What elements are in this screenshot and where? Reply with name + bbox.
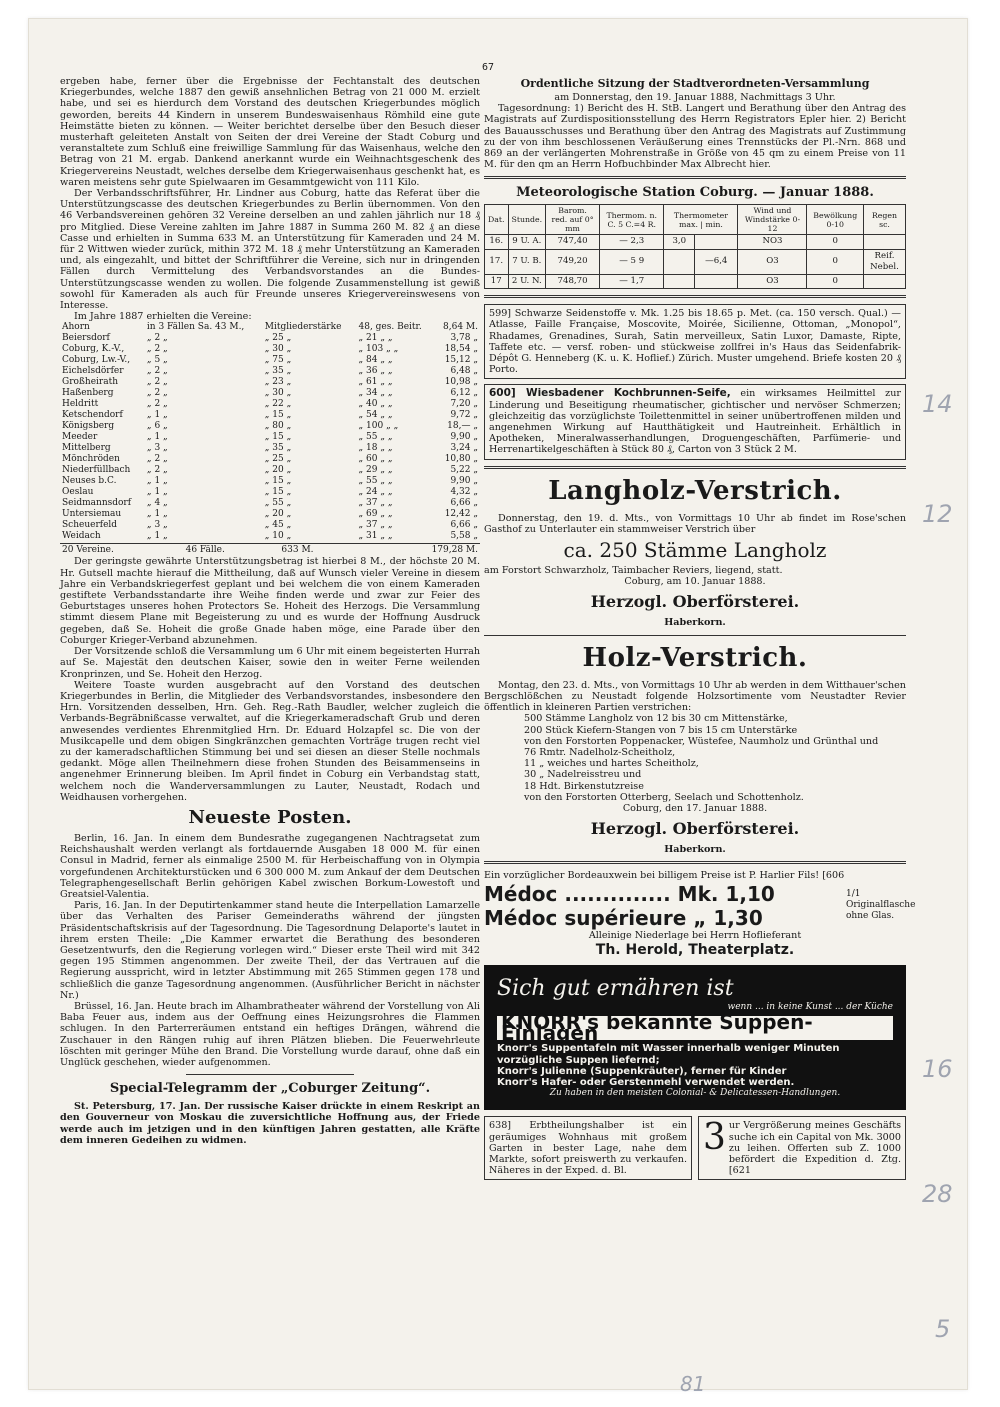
association-cell: 9,72 „ — [450, 410, 478, 421]
association-cell: „ 1 „ — [146, 410, 168, 421]
weather-cell: 9 U. A. — [508, 235, 546, 249]
association-cell: „ 25 „ — [264, 454, 292, 465]
association-cell: in 3 Fällen Sa. 43 M., — [146, 322, 245, 333]
weather-cell: 3,0 — [664, 235, 695, 249]
association-row — [60, 476, 480, 487]
article-paragraph: Im Jahre 1887 erhielten die Vereine: — [74, 311, 252, 323]
weather-cell: 16. — [485, 235, 509, 249]
weather-cell: 0 — [807, 235, 864, 249]
article-paragraph: Weitere Toaste wurden ausgebracht auf den Vorstand des deutschen Kriegerbundes in Berlin, die Mitglieder des Verbandsvorstandes, insbesondere den Hrn. Vorsitzenden desselben, Hrn. Geh. Reg.-Rath Baudler, welcher zugleich die Verbands-Begräbnißcasse verwaltet, auf die Kriegerkameradschaft Grub und deren anwesendes verdientes Ehrenmitglied Hrn. Dr. Eduard Holzapfel sc. Die von der Musikcapelle und dem obigen Singkränzchen gemachten Vorträge trugen recht viel zu der kameradschaftlichen Stimmung bei und sei diesen an dieser Stelle nochmals gedankt. Möge allen Theilnehmern diese frohen Stunden des Beisammenseins in angenehmer Erinnerung bleiben. Im April findet in Coburg ein Verbandstag statt, welchem noch die Wanderversammlungen zu Lauter, Neustadt, Rodach und Weidhausen vorhergehen. — [60, 679, 480, 803]
association-row — [60, 509, 480, 520]
weather-cell: 17. — [485, 249, 509, 274]
association-total — [60, 545, 480, 556]
association-cell: „ 45 „ — [264, 520, 292, 531]
association-cell: „ 34 „ „ — [358, 388, 393, 399]
weather-column-header: Stunde. — [508, 205, 546, 235]
association-cell: „ 2 „ — [146, 454, 168, 465]
medoc-price: Médoc .............. Mk. 1,10 — [484, 881, 775, 906]
association-cell: „ 10 „ — [264, 531, 292, 542]
weather-column-header: Barom. red. auf 0° mm — [546, 205, 600, 235]
association-row — [60, 498, 480, 509]
weather-cell: 7 U. B. — [508, 249, 546, 274]
association-cell: Mönchröden — [62, 454, 120, 465]
association-cell: Untersiemau — [62, 509, 122, 520]
association-cell: Mittelberg — [62, 443, 111, 454]
weather-column-header: Wind und Windstärke 0-12 — [738, 205, 807, 235]
association-cell: 48, ges. Beitr. — [358, 322, 422, 333]
association-cell: „ 1 „ — [146, 487, 168, 498]
association-cell: „ 6 „ — [146, 421, 168, 432]
small-adverts — [484, 1116, 906, 1180]
association-cell: „ 15 „ — [264, 476, 292, 487]
knorr-product-line: Knorr's Suppentafeln mit Wasser innerhalb weniger Minuten vorzügliche Suppen liefernd; — [497, 1043, 840, 1066]
association-cell: „ 24 „ „ — [358, 487, 393, 498]
association-cell: „ 29 „ „ — [358, 465, 393, 476]
association-cell: „ 2 „ — [146, 465, 168, 476]
weather-column-header: Thermometer max. | min. — [664, 205, 738, 235]
association-cell: „ 37 „ „ — [358, 498, 393, 509]
weather-cell — [664, 275, 695, 289]
association-cell: Meeder — [62, 432, 98, 443]
association-cell: 5,58 „ — [450, 531, 478, 542]
weather-cell — [863, 275, 905, 289]
council-heading: Ordentliche Sitzung der Stadtverordneten-Versammlung — [520, 77, 870, 90]
medoc-price: Médoc supérieure „ 1,30 — [484, 905, 763, 930]
association-cell: Oeslau — [62, 487, 94, 498]
holz-list-item: von den Forstorten Otterberg, Seelach und Schottenholz. — [524, 791, 804, 803]
weather-cell: — 2,3 — [600, 235, 664, 249]
association-row — [60, 487, 480, 498]
wine-depot: Alleinige Niederlage bei Herrn Hoflieferant — [588, 929, 802, 941]
knorr-advert — [484, 965, 906, 1111]
weather-cell: — 5 9 — [600, 249, 664, 274]
association-row — [60, 531, 480, 542]
association-cell: „ 100 „ „ — [358, 421, 399, 432]
association-cell: Neuses b.C. — [62, 476, 117, 487]
association-cell: Heldritt — [62, 399, 99, 410]
soap-heading: 600] Wiesbadener Kochbrunnen-Seife, — [489, 387, 731, 400]
association-cell: „ 2 „ — [146, 388, 168, 399]
association-row — [60, 355, 480, 366]
association-cell: „ 25 „ — [264, 333, 292, 344]
news-heading: Neueste Posten. — [188, 806, 352, 828]
holz-text: Montag, den 23. d. Mts., von Vormittags 10 Uhr ab werden in dem Witthauer'schen Bergschlößchen zu Neustadt folgende Holzsortimente vom Neustadter Revier öffentlich in kleineren Partien verstrichen: — [484, 679, 906, 714]
association-cell: 5,22 „ — [450, 465, 478, 476]
knorr-slogan: Sich gut ernähren ist — [497, 975, 734, 1001]
divider — [60, 543, 480, 544]
association-row — [60, 432, 480, 443]
association-cell: 6,66 „ — [450, 498, 478, 509]
left-column — [60, 76, 480, 1146]
news-item: Brüssel, 16. Jan. Heute brach im Alhambratheater während der Vorstellung von Ali Baba Feuer aus, indem aus der Oeffnung eines Heizungsrohres die Flammen schlugen. In den Parterreräumen entstand ein heftiges Drängen, während die Zuschauer in den Rängen ruhig auf ihren Plätzen blieben. Die Feuerwehrleute löschten mit geringer Mühe den Brand. Die Vorstellung wurde darauf, ohne daß ein Unglück geschehen, wieder aufgenommen. — [60, 1000, 480, 1068]
holz-list — [484, 713, 906, 803]
association-cell: „ 1 „ — [146, 432, 168, 443]
handwritten-mark: 14 — [922, 390, 953, 418]
wine-advert — [484, 881, 916, 930]
association-cell: Haßenberg — [62, 388, 114, 399]
holz-list-item: 30 „ Nadelreisstreu und — [524, 769, 642, 781]
association-cell: „ 15 „ — [264, 487, 292, 498]
association-cell: Ketschendorf — [62, 410, 123, 421]
forestry-office: Herzogl. Oberförsterei. — [590, 592, 800, 612]
association-cell: „ 80 „ — [264, 421, 292, 432]
weather-cell: 747,40 — [546, 235, 600, 249]
holz-list-item: 76 Rmtr. Nadelholz-Scheitholz, — [524, 746, 676, 758]
association-cell: „ 36 „ „ — [358, 366, 393, 377]
weather-cell: 749,20 — [546, 249, 600, 274]
association-cell: 3,24 „ — [450, 443, 478, 454]
forestry-office: Herzogl. Oberförsterei. — [590, 819, 800, 839]
advert-text: ein wirksames Heilmittel zur Linderung und Beseitigung rheumatischer, gichtischer und nervöser Schmerzen; gleichzeitig das vorzüglichste Toilettenmittel in seiner unübertroffenen milden und angenehmen Wirkung auf Hautthätigkeit und Hautreinheit. Erhältlich in Apotheken, Mineralwasserhandlungen, Droguengeschäften, Parfümerie- und Herrenartikelgeschäften à Stück 80 ₰, Carton von 3 Stück 2 M. — [489, 388, 901, 456]
association-cell: „ 20 „ — [264, 509, 292, 520]
divider — [484, 861, 906, 864]
langholz-heading: Langholz-Verstrich. — [548, 475, 842, 506]
article-paragraph: Der Verbandsschriftsführer, Hr. Lindner aus Coburg, hatte das Referat über die Unterstützungscasse des deutschen Kriegerbundes zu Berlin übernommen. Von den 46 Verbandsvereinen gehören 32 Vereine derselben an und zahlen jährlich nur 18 ₰ pro Mitglied. Diese Vereine zahlten im Jahre 1887 in Summa 260 M. 82 ₰ an diese Casse und erhielten in Summa 633 M. an Unterstützung für Kameraden und 24 M. für 2 Wittwen wieder zurück, mithin 372 M. 18 ₰ mehr Unterstützung an Kameraden und, als eingezahlt, und bittet der Schriftführer die Vereine, sich nur in dringenden Fällen durch Vermittelung des Verbandsvorstandes an die Bundes-Unterstützungscasse wenden zu wollen. Die folgende Zusammenstellung ist gewiß sowohl für Kameraden als auch für Freunde unseres Kriegervereinswesens von Interesse. — [60, 188, 480, 312]
weather-cell: 748,70 — [546, 275, 600, 289]
association-cell: „ 15 „ — [264, 432, 292, 443]
council-date: am Donnerstag, den 19. Januar 1888, Nachmittags 3 Uhr. — [554, 92, 836, 103]
weather-row — [485, 249, 906, 274]
association-cell: „ 30 „ — [264, 388, 292, 399]
association-cell: 4,32 „ — [450, 487, 478, 498]
association-row — [60, 377, 480, 388]
association-cell: „ 2 „ — [146, 333, 168, 344]
langholz-quantity: ca. 250 Stämme Langholz — [563, 538, 827, 563]
association-cell: Mitgliederstärke — [264, 322, 342, 333]
association-table — [60, 322, 480, 542]
weather-cell: O3 — [738, 275, 807, 289]
association-row — [60, 421, 480, 432]
weather-cell — [695, 275, 738, 289]
association-cell: 6,12 „ — [450, 388, 478, 399]
weather-heading: Meteorologische Station Coburg. — Januar 1888. — [516, 185, 874, 201]
association-cell: „ 3 „ — [146, 443, 168, 454]
association-cell: „ 1 „ — [146, 531, 168, 542]
association-row — [60, 399, 480, 410]
association-cell: „ 55 „ „ — [358, 432, 393, 443]
advert-text: 599] Schwarze Seidenstoffe v. Mk. 1.25 bis 18.65 p. Met. (ca. 150 versch. Qual.) — Atlasse, Faille Française, Moscovite, Moirée, Sicilienne, Ottoman, „Monopol“, Rhadames, Grenadines, Surah, Satin merveilleux, Satin Luxor, Damaste, Ripte, Taffete etc. — versf. roben- und stückweise zollfrei in's Haus das Seidenfabrik-Dépôt G. Henneberg (K. u. K. Hoflief.) Zürich. Muster umgehend. Briefe kosten 20 ₰ Porto. — [489, 308, 901, 376]
weather-column-header: Thermom. n. C. 5 C.=4 R. — [600, 205, 664, 235]
association-cell: „ 103 „ „ — [358, 344, 399, 355]
weather-cell — [863, 235, 905, 249]
association-cell: „ 2 „ — [146, 344, 168, 355]
association-cell: 3,78 „ — [450, 333, 478, 344]
association-cell: 18,54 „ — [444, 344, 478, 355]
weather-cell: 0 — [807, 275, 864, 289]
association-row — [60, 410, 480, 421]
handwritten-mark: 28 — [922, 1180, 953, 1208]
wine-firm: Th. Herold, Theaterplatz. — [595, 941, 795, 958]
weather-cell: —6,4 — [695, 249, 738, 274]
association-cell: Niederfüllbach — [62, 465, 131, 476]
weather-cell: Reif. Nebel. — [863, 249, 905, 274]
association-cell: „ 60 „ „ — [358, 454, 393, 465]
drop-cap: 3 — [703, 1117, 726, 1159]
association-row — [60, 344, 480, 355]
weather-cell: 2 U. N. — [508, 275, 546, 289]
langholz-text: am Forstort Schwarzholz, Taimbacher Reviers, liegend, statt. — [484, 565, 783, 577]
knorr-product-line: Knorr's Hafer- oder Gerstenmehl verwendet werden. — [497, 1076, 795, 1088]
association-cell: 6,48 „ — [450, 366, 478, 377]
article-paragraph: ergeben habe, ferner über die Ergebnisse der Fechtanstalt des deutschen Kriegerbundes, welche 1887 den gewiß ansehnlichen Betrag von 21 000 M. erzielt habe, und sei es hierdurch dem Vorstand des deutschen Kriegerbundes möglich geworden, bereits 44 Kindern in unserem Bundeswaisenhaus Römhild eine gute Heimstätte bieten zu können. — Weiter berichtet derselbe über den Besuch dieser musterhaft geleiteten Anstalt von Seiten der drei Vereine der Stadt Coburg und veranstaltete zum Schluß eine freiwillige Sammlung für das Waisenhaus, welche den Betrag von 21 M. ergab. Dankend anerkannt wurde ein Weihnachtsgeschenk des Kriegervereins Neustadt, welches derselbe dem Kriegerwaisenhaus geschenkt hat, es waren meistens sehr gute Spielwaaren im Gesammtgewicht von 111 Kilo. — [60, 76, 480, 188]
weather-cell: 17 — [485, 275, 509, 289]
association-cell: 8,64 M. — [443, 322, 478, 333]
association-cell: Weidach — [62, 531, 101, 542]
association-row — [60, 454, 480, 465]
association-cell: „ 3 „ — [146, 520, 168, 531]
association-row — [60, 520, 480, 531]
association-cell: Eichelsdörfer — [62, 366, 124, 377]
weather-column-header: Regen sc. — [863, 205, 905, 235]
holz-heading: Holz-Verstrich. — [582, 642, 808, 673]
total-cell: 46 Fälle. — [185, 545, 225, 556]
handwritten-mark: 12 — [922, 500, 953, 528]
association-cell: „ 40 „ „ — [358, 399, 393, 410]
weather-cell: O3 — [738, 249, 807, 274]
association-cell: „ 2 „ — [146, 377, 168, 388]
association-row — [60, 443, 480, 454]
bottle-note: 1/1 Originalflasche ohne Glas. — [846, 888, 916, 922]
association-cell: Königsberg — [62, 421, 115, 432]
weather-table — [484, 204, 906, 289]
association-cell: „ 1 „ — [146, 476, 168, 487]
total-cell — [359, 545, 368, 556]
association-cell: 6,66 „ — [450, 520, 478, 531]
page-number: 67 — [482, 62, 495, 73]
association-cell: 12,42 „ — [444, 509, 478, 520]
holz-list-item: 11 „ weiches und hartes Scheitholz, — [524, 758, 699, 770]
association-row — [60, 322, 480, 333]
association-cell: „ 21 „ „ — [358, 333, 393, 344]
association-cell: Ahorn — [62, 322, 90, 333]
total-cell: 20 Vereine. — [62, 545, 114, 556]
association-cell: „ 23 „ — [264, 377, 292, 388]
association-cell: Seidmannsdorf — [62, 498, 132, 509]
weather-column-header: Bewölkung 0-10 — [807, 205, 864, 235]
association-cell: „ 84 „ „ — [358, 355, 393, 366]
knorr-footer: Zu haben in den meisten Colonial- & Delicatessen-Handlungen. — [549, 1088, 841, 1099]
association-row — [60, 465, 480, 476]
association-cell: „ 4 „ — [146, 498, 168, 509]
association-cell: Coburg, K.-V., — [62, 344, 125, 355]
telegram-text: St. Petersburg, 17. Jan. Der russische Kaiser drückte in einem Reskript an den Gouverneur von Moskau die zuversichtliche Hoffnung aus, der Friede werde auch im jetzigen und in den künftigen Jahren gestatten, alle Kräfte dem inneren Gedeihen zu widmen. — [60, 1101, 480, 1146]
advert-text: 638] Erbtheilungshalber ist ein geräumiges Wohnhaus mit großem Garten in bester Lage, nahe dem Markte, sofort preiswerth zu verkaufen. Näheres in der Exped. d. Bl. — [489, 1120, 687, 1177]
advert-text: ur Vergrößerung meines Geschäfts suche ich ein Capital von Mk. 3000 zu leihen. Offerten sub Z. 1000 befördert die Expedition d. Ztg. [621 — [728, 1120, 901, 1177]
association-cell: „ 20 „ — [264, 465, 292, 476]
silk-advert — [484, 304, 906, 379]
holz-date: Coburg, den 17. Januar 1888. — [622, 802, 768, 814]
soap-advert — [484, 384, 906, 459]
divider — [484, 176, 906, 179]
holz-list-item: 500 Stämme Langholz von 12 bis 30 cm Mittenstärke, — [524, 713, 788, 725]
weather-cell — [664, 249, 695, 274]
association-cell: 15,12 „ — [444, 355, 478, 366]
telegram-heading: Special-Telegramm der „Coburger Zeitung“. — [109, 1081, 431, 1097]
article-paragraph: Der geringste gewährte Unterstützungsbetrag ist hierbei 8 M., der höchste 20 M. Hr. Gutsell machte hierauf die Mittheilung, daß auf Wunsch vieler Vereine in diesem Jahre ein Verbandskriegerfest geplant und bei welchem die von einem Kameraden gestiftete Verbandsstandarte ihre Weihe finden werde und zwar zur Feier des Geburtstages unseres hohen Protectors Se. Hoheit des Herzogs. Die Versammlung stimmt diesem Plane mit Begeisterung zu und es wurde der Hoffnung Ausdruck gegeben, daß Se. Hoheit die große Gnade haben möge, eine Parade über den Coburger Krieger-Verband abzunehmen. — [60, 556, 480, 646]
weather-row — [485, 235, 906, 249]
langholz-date: Coburg, am 10. Januar 1888. — [624, 576, 766, 588]
association-cell: 9,90 „ — [450, 476, 478, 487]
total-cell: 633 M. — [281, 545, 314, 556]
association-cell: „ 22 „ — [264, 399, 292, 410]
association-cell: 18,— „ — [447, 421, 478, 432]
weather-cell: NO3 — [738, 235, 807, 249]
holz-list-item: 18 Hdt. Birkenstutzreise — [524, 780, 644, 792]
association-cell: „ 2 „ — [146, 366, 168, 377]
association-cell: „ 37 „ „ — [358, 520, 393, 531]
wine-heading: Ein vorzüglicher Bordeauxwein bei billigem Preise ist P. Harlier Fils! [606 — [484, 870, 845, 882]
signature: Haberkorn. — [664, 844, 726, 856]
holz-list-item: 200 Stück Kiefern-Stangen von 7 bis 15 cm Unterstärke — [524, 724, 798, 736]
weather-cell — [695, 235, 738, 249]
langholz-text: Donnerstag, den 19. d. Mts., von Vormittags 10 Uhr ab findet im Rose'schen Gasthof zu Unterlauter ein stammweiser Verstrich über — [484, 512, 906, 535]
knorr-product-line: Knorr's Julienne (Suppenkräuter), ferner für Kinder — [497, 1065, 787, 1077]
article-paragraph: Der Vorsitzende schloß die Versammlung um 6 Uhr mit einem begeisterten Hurrah auf Se. Majestät den deutschen Kaiser, sowie den in weiter Ferne weilenden Kronprinzen, und Se. Hoheit den Herzog. — [60, 646, 480, 680]
weather-column-header: Dat. — [485, 205, 509, 235]
news-item: Paris, 16. Jan. In der Deputirtenkammer stand heute die Interpellation Lamarzelle über das Verhalten des Pariser Gemeinderaths während der jüngsten Präsidentschaftskrisis auf der Tagesordnung. Die Tagesordnung Delaporte's lautet in ihrem ersten Theile: „Die Kammer erwartet die Berathung des besonderen Gesetzentwurfs, den die Regierung vorlegen wird.“ Dieser erste Theil wird mit 342 gegen 195 Stimmen angenommen. Der zweite Theil, der das Vertrauen auf die Regierung ausspricht, wird in letzter Abstimmung mit 265 Stimmen gegen 178 und schließlich die ganze Tagesordnung angenommen. (Ausführlicher Bericht in nächster Nr.) — [60, 900, 480, 1001]
association-cell: Scheuerfeld — [62, 520, 118, 531]
divider — [186, 1074, 354, 1075]
signature: Haberkorn. — [664, 617, 726, 629]
knorr-slogan: wenn ... in keine Kunst ... der Küche — [727, 1001, 893, 1012]
association-cell: „ 55 „ — [264, 498, 292, 509]
weather-row — [485, 275, 906, 289]
association-cell: „ 69 „ „ — [358, 509, 393, 520]
knorr-brand: KNORR's bekannte Suppen-Einlagen — [497, 1016, 893, 1040]
holz-list-item: von den Forstorten Poppenacker, Wüstefee, Naumholz und Grünthal und — [524, 735, 879, 747]
association-cell: „ 35 „ — [264, 443, 292, 454]
right-column — [484, 76, 916, 1180]
association-cell: „ 61 „ „ — [358, 377, 393, 388]
association-cell: „ 55 „ „ — [358, 476, 393, 487]
association-cell: „ 35 „ — [264, 366, 292, 377]
association-cell: 9,90 „ — [450, 432, 478, 443]
total-cell: 179,28 M. — [431, 545, 478, 556]
association-cell: 7,20 „ — [450, 399, 478, 410]
association-cell: Beiersdorf — [62, 333, 110, 344]
association-cell: „ 1 „ — [146, 509, 168, 520]
council-agenda: Tagesordnung: 1) Bericht des H. StB. Langert und Berathung über den Antrag des Magistrats auf Zurdispositionsstellung des Herrn Registrators Epler hier. 2) Bericht des Bauausschusses und Berathung über den Antrag des Magistrats auf Zustimmung zu der von ihm beschlossenen Veräußerung eines Trennstücks der Pl.-Nrn. 868 und 869 an der verlängerten Mohrenstraße in Größe von 45 qm zu einem Preise von 11 M. für den qm an Herrn Hofbuchbinder Max Albrecht hier. — [484, 103, 906, 171]
capital-advert — [698, 1116, 906, 1180]
association-row — [60, 388, 480, 399]
association-cell: „ 15 „ — [264, 410, 292, 421]
weather-cell: 0 — [807, 249, 864, 274]
divider — [484, 635, 906, 636]
association-cell: „ 5 „ — [146, 355, 168, 366]
association-row — [60, 333, 480, 344]
handwritten-mark: 5 — [935, 1315, 951, 1343]
weather-cell: — 1,7 — [600, 275, 664, 289]
association-cell: „ 54 „ „ — [358, 410, 393, 421]
association-cell: „ 30 „ — [264, 344, 292, 355]
handwritten-mark: 81 — [680, 1372, 706, 1396]
association-cell: 10,98 „ — [444, 377, 478, 388]
association-cell: „ 31 „ „ — [358, 531, 393, 542]
house-advert — [484, 1116, 692, 1180]
divider — [484, 466, 906, 469]
association-cell: „ 18 „ „ — [358, 443, 393, 454]
association-cell: Coburg, Lw.-V., — [62, 355, 131, 366]
divider — [484, 295, 906, 298]
handwritten-mark: 16 — [922, 1055, 953, 1083]
association-cell: 10,80 „ — [444, 454, 478, 465]
news-item: Berlin, 16. Jan. In einem dem Bundesrathe zugegangenen Nachtragsetat zum Reichshaushalt werden verlangt als fortdauernde Ausgaben 18 000 M. für einen Consul in Madrid, ferner als einmalige 2500 M. für Herbeischaffung von in Olympia vorgefundenen Architekturstücken und 6 300 000 M. zum Ankauf der dem Deutschen Telegraphengesellschaft Berlin gehörigen Kabel zwischen Borkum-Lowestoft und Greatsiel-Valentia. — [60, 832, 480, 900]
knorr-products — [497, 1043, 893, 1088]
association-cell: „ 75 „ — [264, 355, 292, 366]
association-cell: „ 2 „ — [146, 399, 168, 410]
association-row — [60, 366, 480, 377]
association-cell: Großheirath — [62, 377, 119, 388]
